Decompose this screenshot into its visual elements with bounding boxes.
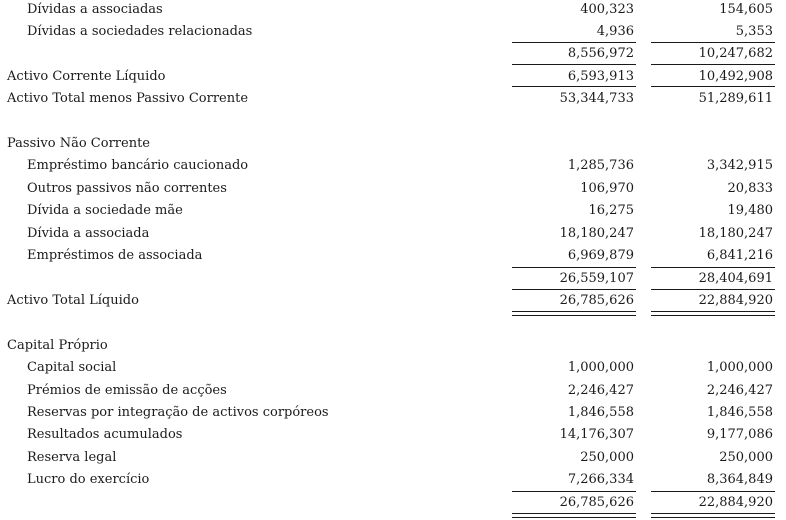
value-col-1: 6,969,879 — [567, 248, 634, 263]
value-col-1: 26,785,626 — [559, 293, 634, 308]
value-col-2: 250,000 — [719, 450, 773, 465]
value-col-1: 7,266,334 — [567, 472, 634, 487]
table-row — [0, 1, 786, 19]
value-col-1: 16,275 — [588, 203, 634, 218]
table-row — [0, 202, 786, 220]
value-col-1: 26,559,107 — [559, 271, 634, 286]
value-col-1: 53,344,733 — [559, 91, 634, 106]
value-col-1: 2,246,427 — [567, 383, 634, 398]
row-label: Empréstimos de associada — [27, 248, 203, 263]
value-col-2: 19,480 — [727, 203, 773, 218]
table-row — [0, 247, 786, 265]
row-label: Dívidas a associadas — [27, 2, 163, 17]
section-title: Passivo Não Corrente — [7, 136, 150, 151]
row-label: Outros passivos não correntes — [27, 181, 227, 196]
table-row — [0, 359, 786, 377]
row-label: Empréstimo bancário caucionado — [27, 158, 249, 173]
double-underline — [651, 513, 775, 518]
total-rule — [512, 64, 636, 65]
subtotal-rule — [651, 42, 775, 43]
table-row — [0, 23, 786, 41]
table-row — [0, 180, 786, 198]
row-label: Reservas por integração de activos corpóreos — [27, 405, 329, 420]
row-label: Prémios de emissão de acções — [27, 383, 227, 398]
row-label: Resultados acumulados — [27, 427, 183, 442]
subtotal-row — [0, 270, 786, 288]
row-label: Activo Total menos Passivo Corrente — [7, 91, 249, 106]
row-label: Reserva legal — [27, 450, 117, 465]
row-label: Dívida a associada — [27, 226, 150, 241]
table-row — [0, 426, 786, 444]
value-col-2: 10,492,908 — [698, 69, 773, 84]
value-col-2: 28,404,691 — [698, 271, 773, 286]
value-col-2: 51,289,611 — [698, 91, 773, 106]
total-row — [0, 494, 786, 512]
row-label: Activo Total Líquido — [7, 293, 139, 308]
subtotal-rule — [512, 42, 636, 43]
table-row — [0, 404, 786, 422]
total-rule — [512, 289, 636, 290]
double-underline — [512, 311, 636, 316]
table-row — [0, 471, 786, 489]
value-col-1: 400,323 — [580, 2, 634, 17]
value-col-2: 10,247,682 — [698, 46, 773, 61]
value-col-2: 22,884,920 — [698, 293, 773, 308]
value-col-2: 1,846,558 — [706, 405, 773, 420]
row-label: Lucro do exercício — [27, 472, 150, 487]
row-label: Activo Corrente Líquido — [7, 69, 166, 84]
total-rule — [512, 86, 636, 87]
value-col-1: 14,176,307 — [559, 427, 634, 442]
table-row — [0, 68, 786, 86]
value-col-1: 1,285,736 — [567, 158, 634, 173]
value-col-2: 18,180,247 — [698, 226, 773, 241]
value-col-1: 106,970 — [580, 181, 634, 196]
value-col-2: 1,000,000 — [706, 360, 773, 375]
subtotal-rule — [512, 267, 636, 268]
subtotal-rule — [651, 491, 775, 492]
double-underline — [651, 311, 775, 316]
row-label: Dívidas a sociedades relacionadas — [27, 24, 253, 39]
value-col-1: 1,846,558 — [567, 405, 634, 420]
value-col-2: 20,833 — [727, 181, 773, 196]
table-row — [0, 90, 786, 108]
total-rule — [651, 289, 775, 290]
section-heading — [0, 135, 786, 153]
table-row — [0, 225, 786, 243]
section-heading — [0, 337, 786, 355]
table-row — [0, 449, 786, 467]
value-col-1: 26,785,626 — [559, 495, 634, 510]
subtotal-row — [0, 45, 786, 63]
subtotal-rule — [512, 491, 636, 492]
subtotal-rule — [651, 267, 775, 268]
value-col-1: 4,936 — [596, 24, 634, 39]
row-label: Dívida a sociedade mãe — [27, 203, 183, 218]
total-rule — [651, 86, 775, 87]
double-underline — [512, 513, 636, 518]
value-col-1: 250,000 — [580, 450, 634, 465]
value-col-2: 154,605 — [719, 2, 773, 17]
value-col-2: 6,841,216 — [706, 248, 773, 263]
value-col-2: 2,246,427 — [706, 383, 773, 398]
value-col-1: 8,556,972 — [567, 46, 634, 61]
value-col-1: 18,180,247 — [559, 226, 634, 241]
value-col-1: 1,000,000 — [567, 360, 634, 375]
table-row — [0, 382, 786, 400]
value-col-2: 5,353 — [735, 24, 773, 39]
row-label: Capital social — [27, 360, 117, 375]
section-title: Capital Próprio — [7, 338, 108, 353]
value-col-2: 8,364,849 — [706, 472, 773, 487]
value-col-2: 9,177,086 — [706, 427, 773, 442]
total-row — [0, 292, 786, 310]
value-col-2: 22,884,920 — [698, 495, 773, 510]
value-col-2: 3,342,915 — [706, 158, 773, 173]
table-row — [0, 157, 786, 175]
value-col-1: 6,593,913 — [567, 69, 634, 84]
total-rule — [651, 64, 775, 65]
